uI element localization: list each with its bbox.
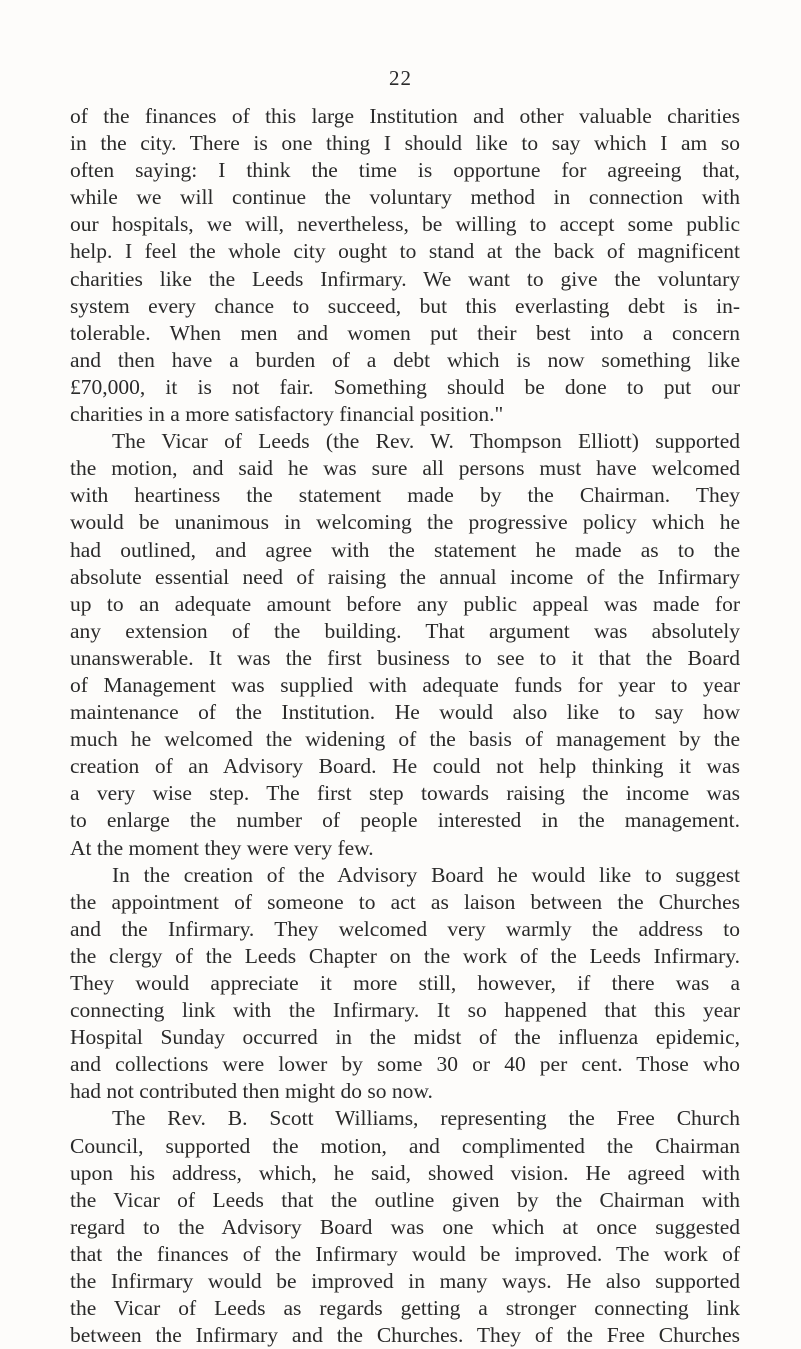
text-line: had not contributed then might do so now.: [70, 1079, 433, 1104]
text-line: with heartiness the statement made by the Chairman. They: [70, 483, 740, 508]
text-line: £70,000, it is not fair. Something should be done to put our: [70, 374, 740, 399]
text-line: The Vicar of Leeds (the Rev. W. Thompson Elliott) supported: [112, 429, 740, 454]
text-line: any extension of the building. That argument was absolutely: [70, 618, 740, 643]
text-line: charities in a more satisfactory financial position.": [70, 402, 504, 427]
text-line: tolerable. When men and women put their best into a concern: [70, 320, 740, 345]
text-line: and collections were lower by some 30 or 40 per cent. Those who: [70, 1052, 740, 1077]
text-line: the motion, and said he was sure all persons must have welcomed: [70, 456, 740, 481]
body-text: [70, 103, 740, 1349]
paragraph: [70, 1105, 740, 1349]
text-line: connecting link with the Infirmary. It so happened that this year: [70, 998, 740, 1023]
text-line: and then have a burden of a debt which is now something like: [70, 347, 740, 372]
text-line: much he welcomed the widening of the basis of management by the: [70, 727, 740, 752]
text-line: absolute essential need of raising the annual income of the Infirmary: [70, 564, 740, 589]
text-line: creation of an Advisory Board. He could not help thinking it was: [70, 754, 740, 779]
text-line: up to an adequate amount before any public appeal was made for: [70, 591, 740, 616]
text-line: that the finances of the Infirmary would be improved. The work of: [70, 1241, 740, 1266]
paragraph: [70, 103, 740, 428]
text-line: the appointment of someone to act as laison between the Churches: [70, 889, 740, 914]
text-line: often saying: I think the time is opportune for agreeing that,: [70, 158, 740, 183]
text-line: to enlarge the number of people interested in the management.: [70, 808, 740, 833]
text-line: of Management was supplied with adequate funds for year to year: [70, 672, 740, 697]
text-line: The Rev. B. Scott Williams, representing the Free Church: [112, 1106, 740, 1131]
text-line: They would appreciate it more still, however, if there was a: [70, 971, 740, 995]
text-line: charities like the Leeds Infirmary. We want to give the voluntary: [70, 266, 740, 291]
text-line: the clergy of the Leeds Chapter on the work of the Leeds Infirmary.: [70, 943, 740, 968]
text-line: while we will continue the voluntary method in connection with: [70, 185, 740, 210]
text-line: and the Infirmary. They welcomed very warmly the address to: [70, 916, 740, 941]
text-line: Hospital Sunday occurred in the midst of the influenza epidemic,: [70, 1025, 740, 1050]
text-line: would be unanimous in welcoming the progressive policy which he: [70, 510, 740, 535]
text-line: maintenance of the Institution. He would also like to say how: [70, 700, 740, 725]
text-line: help. I feel the whole city ought to stand at the back of magnificent: [70, 239, 740, 264]
text-line: had outlined, and agree with the statement he made as to the: [70, 537, 740, 562]
text-line: our hospitals, we will, nevertheless, be willing to accept some public: [70, 212, 740, 237]
text-line: At the moment they were very few.: [70, 835, 374, 860]
text-line: between the Infirmary and the Churches. They of the Free Churches: [70, 1323, 740, 1348]
text-line: regard to the Advisory Board was one which at once suggested: [70, 1214, 740, 1239]
text-line: a very wise step. The first step towards raising the income was: [70, 781, 740, 806]
text-line: of the finances of this large Institution and other valuable charities: [70, 104, 740, 128]
text-line: system every chance to succeed, but this everlasting debt is in-: [70, 293, 740, 318]
paragraph: [70, 428, 740, 862]
text-line: the Vicar of Leeds that the outline given by the Chairman with: [70, 1187, 740, 1212]
paragraph: [70, 862, 740, 1106]
text-line: in the city. There is one thing I should like to say which I am so: [70, 131, 740, 156]
text-line: Council, supported the motion, and complimented the Chairman: [70, 1133, 740, 1158]
page-number: 22: [389, 66, 412, 90]
text-line: the Vicar of Leeds as regards getting a stronger connecting link: [70, 1296, 740, 1321]
text-line: unanswerable. It was the first business to see to it that the Board: [70, 645, 740, 670]
text-line: In the creation of the Advisory Board he would like to suggest: [112, 862, 740, 887]
text-line: upon his address, which, he said, showed vision. He agreed with: [70, 1160, 740, 1185]
text-line: the Infirmary would be improved in many ways. He also supported: [70, 1269, 740, 1294]
